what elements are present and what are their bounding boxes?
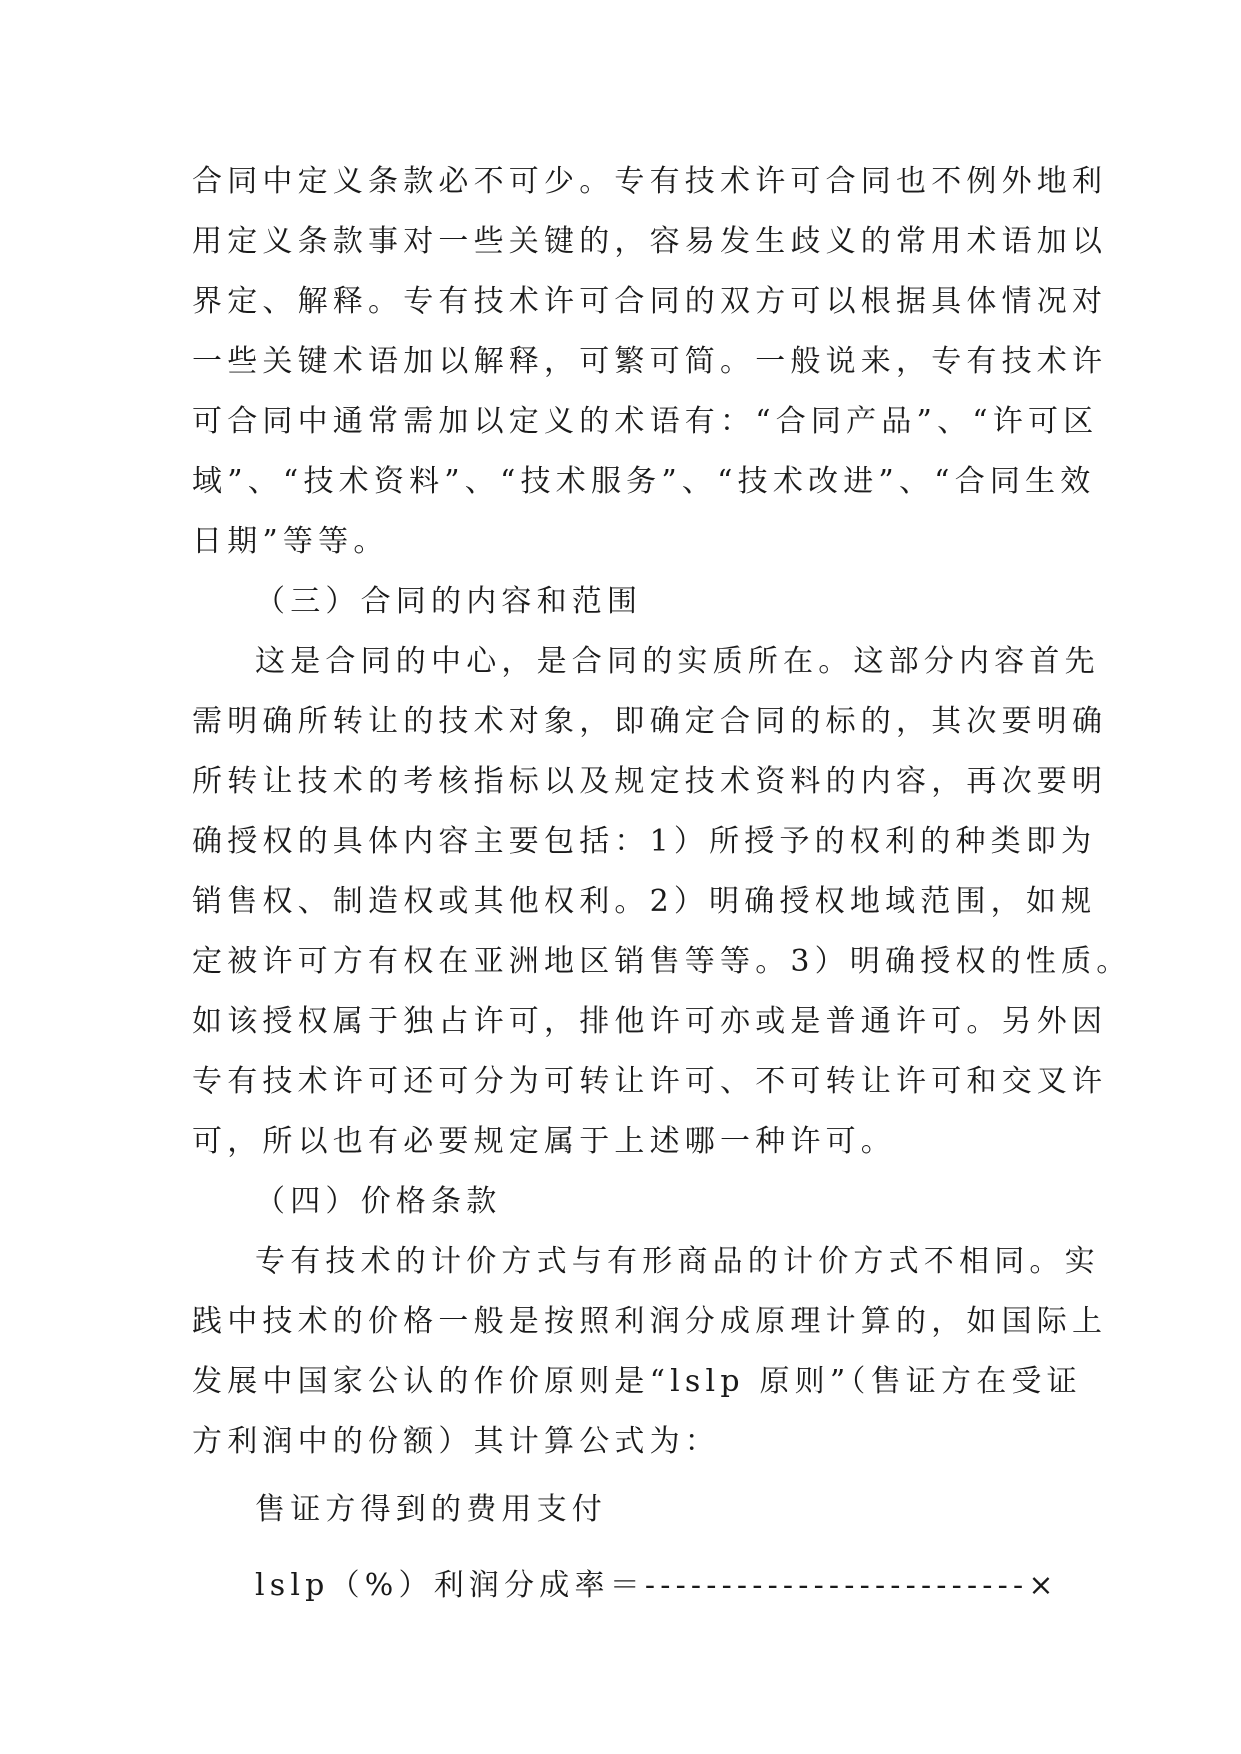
paragraph-line-18: 践中技术的价格一般是按照利润分成原理计算的，如国际上 — [192, 1304, 1108, 1339]
paragraph-line-7: 日期”等等。 — [192, 524, 389, 559]
formula-numerator: 售证方得到的费用支付 — [255, 1492, 607, 1527]
paragraph-line-4: 一些关键术语加以解释，可繁可简。一般说来，专有技术许 — [192, 344, 1108, 379]
paragraph-line-10: 所转让技术的考核指标以及规定技术资料的内容，再次要明 — [192, 764, 1108, 799]
paragraph-line-16: 可，所以也有必要规定属于上述哪一种许可。 — [192, 1124, 896, 1159]
paragraph-line-5: 可合同中通常需加以定义的术语有：“合同产品”、“许可区 — [192, 404, 1099, 439]
paragraph-line-19: 发展中国家公认的作价原则是“lslp 原则”（售证方在受证 — [192, 1364, 1082, 1399]
paragraph-line-1: 合同中定义条款必不可少。专有技术许可合同也不例外地利 — [192, 164, 1108, 199]
paragraph-line-15: 专有技术许可还可分为可转让许可、不可转让许可和交叉许 — [192, 1064, 1108, 1099]
paragraph-line-11: 确授权的具体内容主要包括：1）所授予的权利的种类即为 — [192, 824, 1097, 859]
section-heading-3: （三）合同的内容和范围 — [255, 584, 643, 619]
formula-line: lslp（%）利润分成率＝-------------------------× — [255, 1568, 1059, 1603]
section-heading-4: （四）价格条款 — [255, 1184, 502, 1219]
paragraph-line-3: 界定、解释。专有技术许可合同的双方可以根据具体情况对 — [192, 284, 1108, 319]
paragraph-line-12: 销售权、制造权或其他权利。2）明确授权地域范围，如规 — [192, 884, 1097, 919]
paragraph-line-13: 定被许可方有权在亚洲地区销售等等。3）明确授权的性质。 — [192, 944, 1132, 979]
paragraph-line-17: 专有技术的计价方式与有形商品的计价方式不相同。实 — [255, 1244, 1100, 1279]
paragraph-line-20: 方利润中的份额）其计算公式为： — [192, 1424, 720, 1459]
paragraph-line-2: 用定义条款事对一些关键的，容易发生歧义的常用术语加以 — [192, 224, 1108, 259]
paragraph-line-14: 如该授权属于独占许可，排他许可亦或是普通许可。另外因 — [192, 1004, 1108, 1039]
paragraph-line-6: 域”、“技术资料”、“技术服务”、“技术改进”、“合同生效 — [192, 464, 1096, 499]
paragraph-line-9: 需明确所转让的技术对象，即确定合同的标的，其次要明确 — [192, 704, 1108, 739]
paragraph-line-8: 这是合同的中心，是合同的实质所在。这部分内容首先 — [255, 644, 1100, 679]
